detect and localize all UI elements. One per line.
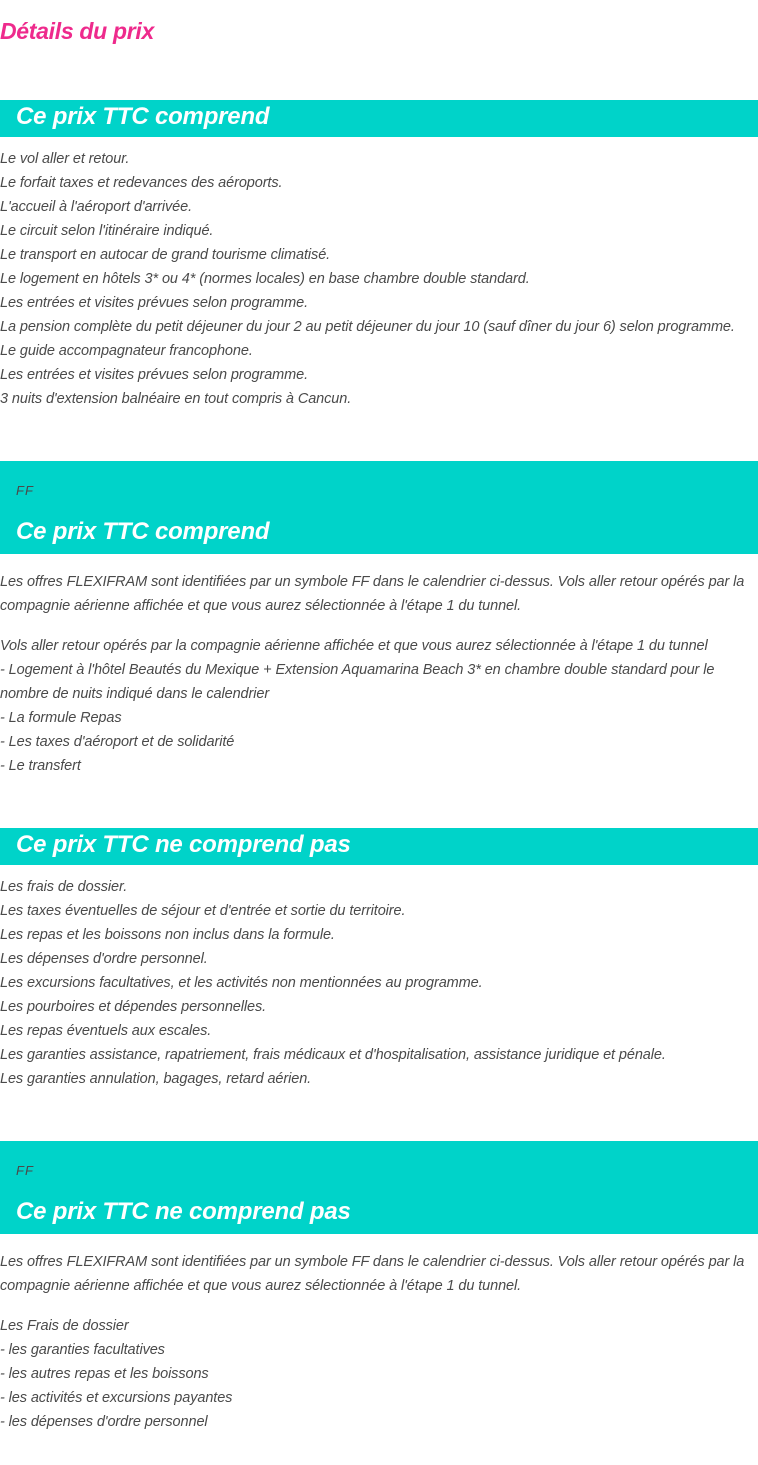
list-item: Le transport en autocar de grand tourisme climatisé. [0,247,331,263]
list-item: Les garanties annulation, bagages, retard aérien. [0,1071,312,1087]
list-item: Les excursions facultatives, et les activités non mentionnées au programme. [0,975,483,991]
ff-included-details [0,634,745,778]
detail-line: - les autres repas et les boissons [0,1366,209,1382]
list-item: Les taxes éventuelles de séjour et d'entrée et sortie du territoire. [0,903,406,919]
list-item: Les dépenses d'ordre personnel. [0,951,208,967]
detail-line: - les activités et excursions payantes [0,1390,233,1406]
ff-label: FF [16,1163,34,1178]
list-item: Les garanties assistance, rapatriement, frais médicaux et d'hospitalisation, assistance juridique et pénale. [0,1047,666,1063]
list-item: Le forfait taxes et redevances des aéroports. [0,175,283,191]
list-item: Les frais de dossier. [0,879,128,895]
page-title: Détails du prix [0,18,154,44]
list-item: Les entrées et visites prévues selon programme. [0,367,309,383]
detail-line: - les dépenses d'ordre personnel [0,1414,208,1430]
included-header-band [0,100,758,137]
ff-excluded-heading: Ce prix TTC ne comprend pas [16,1198,351,1225]
list-item: Les repas et les boissons non inclus dans la formule. [0,927,335,943]
list-item: Le vol aller et retour. [0,151,130,167]
detail-line: - Les taxes d'aéroport et de solidarité [0,734,235,750]
detail-line: Vols aller retour opérés par la compagnie aérienne affichée et que vous aurez sélectionnée à l'étape 1 du tunnel [0,638,708,654]
list-item: Les repas éventuels aux escales. [0,1023,212,1039]
list-item: Le circuit selon l'itinéraire indiqué. [0,223,214,239]
list-item: Les entrées et visites prévues selon programme. [0,295,309,311]
excluded-header-band [0,828,758,865]
list-item: Le logement en hôtels 3* ou 4* (normes locales) en base chambre double standard. [0,271,530,287]
detail-line: - La formule Repas [0,710,122,726]
detail-line: - les garanties facultatives [0,1342,165,1358]
list-item: Les pourboires et dépendes personnelles. [0,999,267,1015]
detail-line: Les Frais de dossier [0,1318,129,1334]
ff-included-intro: Les offres FLEXIFRAM sont identifiées par un symbole FF dans le calendrier ci-dessus. Vols aller retour opérés par la compagnie aérienne affichée et que vous aurez sélectionnée à l'étape 1 du tunnel. [0,574,745,614]
list-item: 3 nuits d'extension balnéaire en tout compris à Cancun. [0,391,352,407]
ff-included-header-band [0,461,758,554]
excluded-list [0,875,666,1091]
list-item: Le guide accompagnateur francophone. [0,343,253,359]
ff-excluded-header-band [0,1141,758,1234]
ff-included-heading: Ce prix TTC comprend [16,518,270,545]
list-item: La pension complète du petit déjeuner du jour 2 au petit déjeuner du jour 10 (sauf dîner du jour 6) selon programme. [0,319,735,335]
included-list [0,147,735,411]
excluded-heading: Ce prix TTC ne comprend pas [16,831,351,858]
detail-line: - Logement à l'hôtel Beautés du Mexique + Extension Aquamarina Beach 3* en chambre double standard pour le nombre de nuits indiqué dans le calendrier [0,662,715,702]
ff-label: FF [16,483,34,498]
included-heading: Ce prix TTC comprend [16,103,270,130]
ff-excluded-details [0,1314,745,1434]
ff-excluded-intro: Les offres FLEXIFRAM sont identifiées par un symbole FF dans le calendrier ci-dessus. Vols aller retour opérés par la compagnie aérienne affichée et que vous aurez sélectionnée à l'étape 1 du tunnel. [0,1254,745,1294]
list-item: L'accueil à l'aéroport d'arrivée. [0,199,192,215]
detail-line: - Le transfert [0,758,81,774]
